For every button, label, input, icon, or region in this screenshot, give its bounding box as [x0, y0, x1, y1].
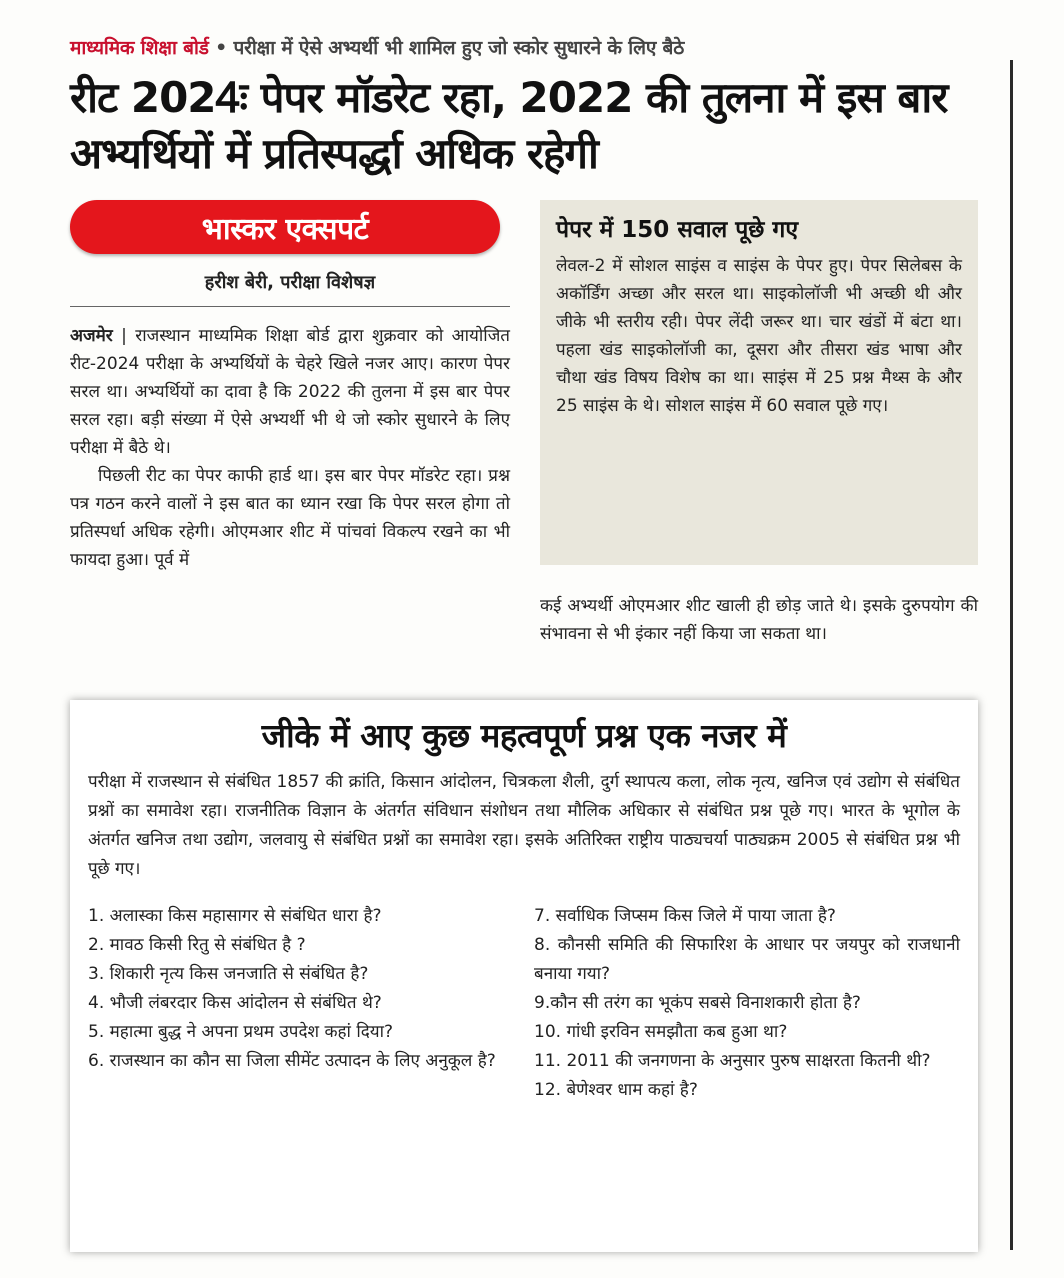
gk-question: 11. 2011 की जनगणना के अनुसार पुरुष साक्षरता कितनी थी?	[534, 1051, 931, 1071]
sidebar-title: पेपर में 150 सवाल पूछे गए	[556, 217, 799, 243]
expert-badge	[70, 200, 500, 254]
gk-questions-right	[534, 902, 960, 1105]
gk-question: 1. अलास्का किस महासागर से संबंधित धारा है?	[88, 906, 382, 926]
gk-question: 9.कौन सी तरंग का भूकंप सबसे विनाशकारी होता है?	[534, 993, 861, 1013]
gk-question: 12. बेणेश्वर धाम कहां है?	[534, 1080, 698, 1100]
kicker	[70, 34, 1000, 60]
gk-question: 4. भौजी लंबरदार किस आंदोलन से संबंधित थे?	[88, 993, 382, 1013]
article-continued: कई अभ्यर्थी ओएमआर शीट खाली ही छोड़ जाते थे। इसके दुरुपयोग की संभावना से भी इंकार नहीं किया जा सकता था।	[540, 596, 978, 644]
gk-question: 8. कौनसी समिति की सिफारिश के आधार पर जयपुर को राजधानी बनाया गया?	[534, 935, 960, 984]
column-rule	[1010, 60, 1013, 1250]
gk-question: 6. राजस्थान का कौन सा जिला सीमेंट उत्पादन के लिए अनुकूल है?	[88, 1051, 496, 1071]
gk-question: 7. सर्वाधिक जिप्सम किस जिले में पाया जाता है?	[534, 906, 836, 926]
sidebar-box	[540, 200, 978, 565]
byline: हरीश बेरी, परीक्षा विशेषज्ञ	[204, 272, 376, 293]
article-para-1	[70, 322, 510, 462]
gk-question: 2. मावठ किसी रितु से संबंधित है ?	[88, 935, 306, 955]
gk-title: जीके में आए कुछ महत्वपूर्ण प्रश्न एक नजर में	[261, 716, 787, 755]
dateline-city: अजमेर	[70, 326, 113, 346]
headline: रीट 2024ः पेपर मॉडरेट रहा, 2022 की तुलना में इस बार अभ्यर्थियों में प्रतिस्पर्द्धा अधिक रहेगी	[70, 73, 948, 178]
expert-badge-label: भास्कर एक्सपर्ट	[201, 211, 369, 247]
article-para-1-text: राजस्थान माध्यमिक शिक्षा बोर्ड द्वारा शुक्रवार को आयोजित रीट-2024 परीक्षा के अभ्यर्थियों के चेहरे खिले नजर आए। कारण पेपर सरल था। अभ्यर्थियों का दावा है कि 2022 की तुलना में इस बार पेपर सरल रहा। बड़ी संख्या में ऐसे अभ्यर्थी भी थे जो स्कोर सुधारने के लिए परीक्षा में बैठे थे।	[70, 326, 510, 458]
gk-intro: परीक्षा में राजस्थान से संबंधित 1857 की क्रांति, किसान आंदोलन, चित्रकला शैली, दुर्ग स्थापत्य कला, लोक नृत्य, खनिज एवं उद्योग से संबंधित प्रश्नों का समावेश रहा। राजनीतिक विज्ञान के अंतर्गत संविधान संशोधन तथा मौलिक अधिकार से संबंधित प्रश्न पूछे गए। भारत के भूगोल के अंतर्गत खनिज तथा उद्योग, जलवायु से संबंधित प्रश्नों का समावेश रहा। इसके अतिरिक्त राष्ट्रीय पाठ्यचर्या पाठ्यक्रम 2005 से संबंधित प्रश्न भी पूछे गए।	[88, 772, 960, 879]
dateline-separator: |	[121, 326, 127, 346]
sidebar-text: लेवल-2 में सोशल साइंस व साइंस के पेपर हुए। पेपर सिलेबस के अकॉर्डिंग अच्छा और सरल था। साइकोलॉजी भी अच्छी थी और जीके भी स्तरीय रही। पेपर लेंदी जरूर था। चार खंडों में बंटा था। पहला खंड साइकोलॉजी का, दूसरा और तीसरा खंड भाषा और चौथा खंड विषय विशेष का था। साइंस में 25 प्रश्न मैथ्स के और 25 साइंस के थे। सोशल साइंस में 60 सवाल पूछे गए।	[556, 256, 962, 416]
gk-question: 3. शिकारी नृत्य किस जनजाति से संबंधित है?	[88, 964, 369, 984]
byline-divider	[70, 306, 510, 307]
kicker-section: माध्यमिक शिक्षा बोर्ड	[70, 37, 209, 59]
gk-questions-left	[88, 902, 514, 1105]
kicker-bullet: •	[215, 37, 228, 59]
article-body-left	[70, 322, 510, 574]
kicker-text: परीक्षा में ऐसे अभ्यर्थी भी शामिल हुए जो स्कोर सुधारने के लिए बैठे	[233, 37, 685, 59]
gk-questions-box	[70, 700, 978, 1252]
gk-question-columns	[88, 902, 960, 1105]
gk-question: 10. गांधी इरविन समझौता कब हुआ था?	[534, 1022, 788, 1042]
article-para-2: पिछली रीट का पेपर काफी हार्ड था। इस बार पेपर मॉडरेट रहा। प्रश्न पत्र गठन करने वालों ने इस बात का ध्यान रखा कि पेपर सरल होगा तो प्रतिस्पर्धा अधिक रहेगी। ओएमआर शीट में पांचवां विकल्प रखने का भी फायदा हुआ। पूर्व में	[70, 466, 510, 570]
gk-question: 5. महात्मा बुद्ध ने अपना प्रथम उपदेश कहां दिया?	[88, 1022, 394, 1042]
